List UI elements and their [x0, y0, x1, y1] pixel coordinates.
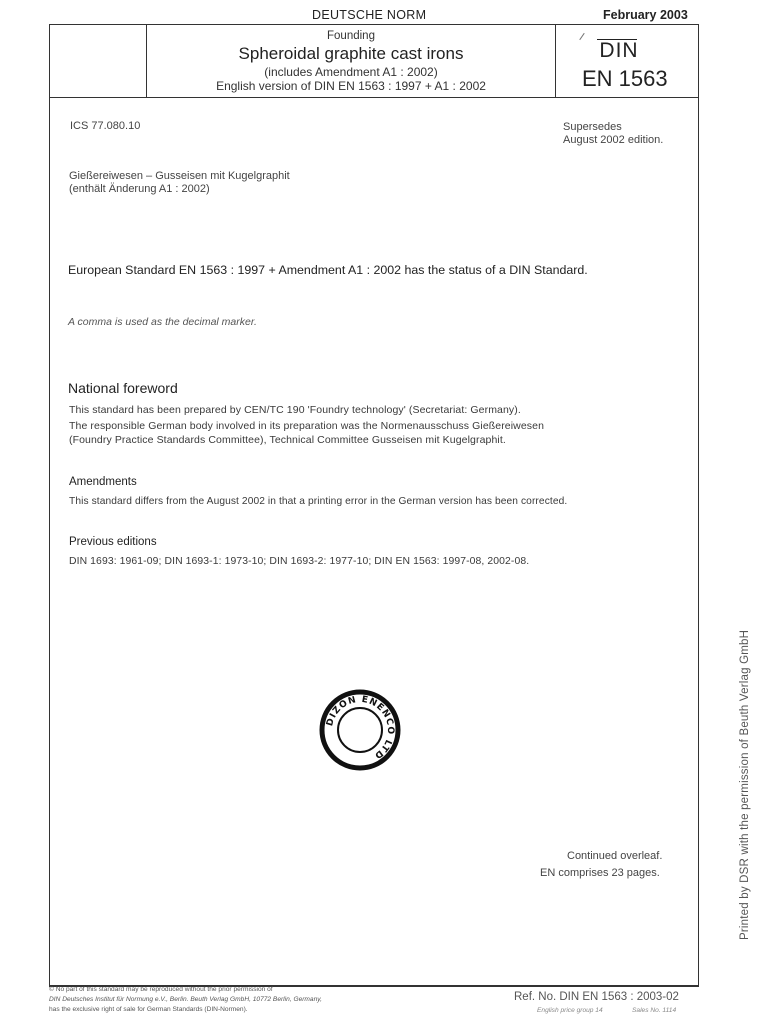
document-title: Spheroidal graphite cast irons [238, 44, 464, 63]
amendments-text: This standard differs from the August 2002 in that a printing error in the German version has been corrected. [69, 496, 568, 507]
supersedes-edition: August 2002 edition. [563, 134, 664, 146]
german-title: Gießereiwesen – Gusseisen mit Kugelgraphit [69, 170, 290, 182]
national-foreword-line-2: The responsible German body involved in its preparation was the Normenausschuss Gießereiwesen [69, 420, 545, 432]
stamp-text: DIZON ENENCO LTD [325, 694, 396, 761]
national-foreword-line-1: This standard has been prepared by CEN/TC 190 'Foundry technology' (Secretariat: Germany). [69, 404, 521, 416]
amendments-heading: Amendments [69, 476, 137, 488]
sales-number: Sales No. 1114 [632, 1007, 677, 1014]
din-logo [590, 39, 648, 63]
copyright-line-3: has the exclusive right of sale for German Standards (DIN-Normen). [49, 1006, 248, 1013]
decimal-marker-note: A comma is used as the decimal marker. [68, 316, 257, 328]
continued-overleaf: Continued overleaf. [567, 850, 663, 862]
category-label: Founding [327, 30, 375, 42]
page-count-note: EN comprises 23 pages. [540, 867, 660, 879]
company-stamp [318, 688, 402, 772]
national-foreword-line-3: (Foundry Practice Standards Committee), Technical Committee Gusseisen mit Kugelgraphit. [69, 434, 506, 446]
version-note: English version of DIN EN 1563 : 1997 + A1 : 2002 [216, 79, 486, 93]
issue-date: February 2003 [603, 8, 688, 22]
reference-number: Ref. No. DIN EN 1563 : 2003-02 [514, 991, 679, 1003]
copyright-line-2: DIN Deutsches Institut für Normung e.V., Berlin. Beuth Verlag GmbH, 10772 Berlin, Germany, [49, 996, 322, 1003]
ics-code: ICS 77.080.10 [70, 120, 141, 132]
din-logo-text: DIN [599, 39, 639, 62]
status-statement: European Standard EN 1563 : 1997 + Amendment A1 : 2002 has the status of a DIN Standard. [68, 263, 588, 277]
supersedes-label: Supersedes [563, 121, 622, 133]
amendment-note: (includes Amendment A1 : 2002) [264, 65, 438, 79]
stamp-graphic [318, 688, 402, 772]
previous-editions-heading: Previous editions [69, 536, 157, 548]
previous-editions-text: DIN 1693: 1961-09; DIN 1693-1: 1973-10; DIN 1693-2: 1977-10; DIN EN 1563: 1997-08, 2002-08. [69, 556, 530, 567]
svg-text:DIZON ENENCO LTD [325, 695, 395, 761]
standard-number: EN 1563 [582, 66, 668, 91]
national-foreword-heading: National foreword [68, 380, 178, 396]
german-amendment-note: (enthält Änderung A1 : 2002) [69, 183, 210, 195]
copyright-line-1: © No part of this standard may be reproduced without the prior permission of [49, 986, 273, 993]
print-permission-note: Printed by DSR with the permission of Beuth Verlag GmbH [739, 629, 751, 940]
publisher-label: DEUTSCHE NORM [312, 8, 427, 22]
price-group: English price group 14 [537, 1007, 603, 1014]
